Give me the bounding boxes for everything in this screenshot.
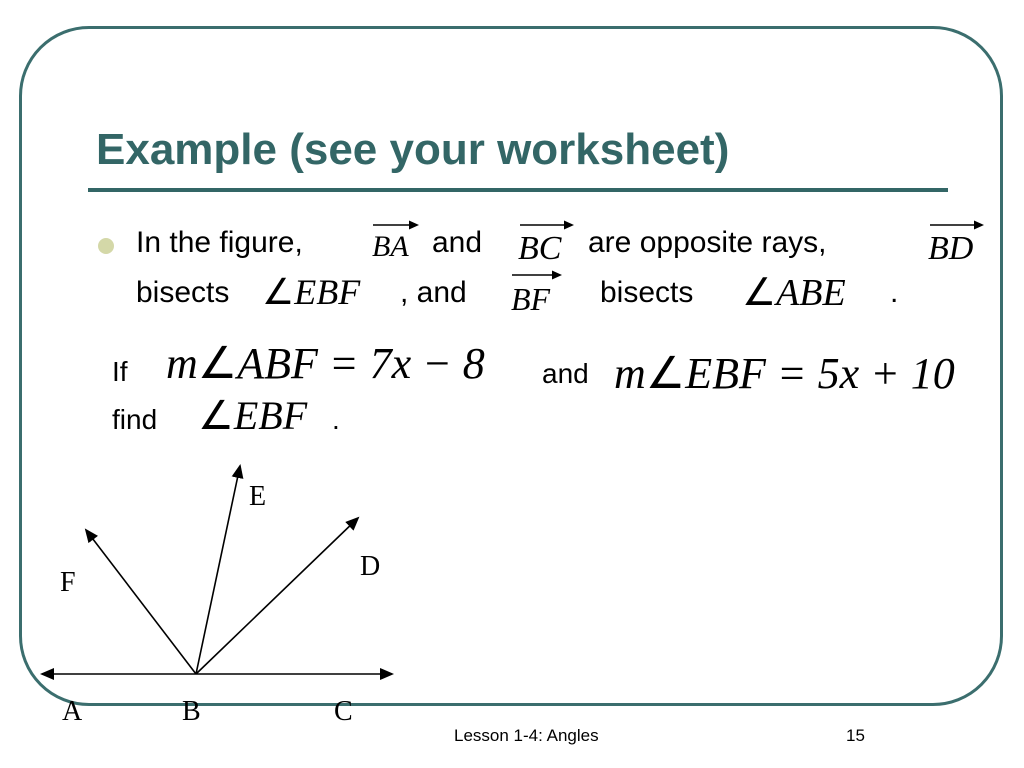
measure-m: m xyxy=(614,349,646,398)
angle-ebf-letters-2: EBF xyxy=(685,349,766,398)
line1-and: and xyxy=(432,226,483,259)
equation-ebf-rhs: = 5x + 10 xyxy=(765,349,955,398)
line2-bisects-2: bisects xyxy=(600,276,694,309)
line2-bisects: bisects xyxy=(136,276,230,309)
figure-label-a: A xyxy=(62,696,83,727)
figure-label-b: B xyxy=(182,696,201,727)
angle-abe-letters: ABE xyxy=(776,272,846,314)
ray-bf-line xyxy=(86,530,196,674)
line4-period: . xyxy=(332,404,340,435)
line2-comma-and: , and xyxy=(400,276,467,309)
angle-ebf-letters: EBF xyxy=(294,272,361,312)
angle-icon: ∠ xyxy=(262,272,295,312)
measure-m: m xyxy=(166,339,198,388)
angle-icon: ∠ xyxy=(198,393,234,438)
ray-ba-label: BA xyxy=(372,230,409,263)
slide-title: Example (see your worksheet) xyxy=(96,125,730,174)
line2-period: . xyxy=(890,276,899,309)
angle-icon: ∠ xyxy=(645,349,686,398)
figure-label-d: D xyxy=(360,551,381,582)
equation-abf-rhs: = 7x − 8 xyxy=(317,339,485,388)
line4-find: find xyxy=(112,404,158,435)
angle-icon: ∠ xyxy=(742,272,777,314)
footer-page-number: 15 xyxy=(846,726,865,745)
figure-label-e: E xyxy=(249,481,267,512)
angle-icon: ∠ xyxy=(197,339,238,388)
line3-and: and xyxy=(542,358,589,389)
find-angle-letters: EBF xyxy=(233,393,308,438)
ray-bc-label: BC xyxy=(518,230,562,267)
line1-opposite-rays: are opposite rays, xyxy=(588,226,827,259)
footer-lesson: Lesson 1-4: Angles xyxy=(454,726,599,745)
line1-text-in-the-figure: In the figure, xyxy=(136,226,303,259)
ray-bd-label: BD xyxy=(928,230,974,267)
line3-if: If xyxy=(112,356,128,387)
ray-bf-label: BF xyxy=(511,281,551,317)
ray-bd-line xyxy=(196,518,358,674)
figure-label-f: F xyxy=(60,567,76,598)
angle-abf-letters: ABF xyxy=(237,339,318,388)
figure-label-c: C xyxy=(334,696,353,727)
ray-be-line xyxy=(196,466,240,674)
